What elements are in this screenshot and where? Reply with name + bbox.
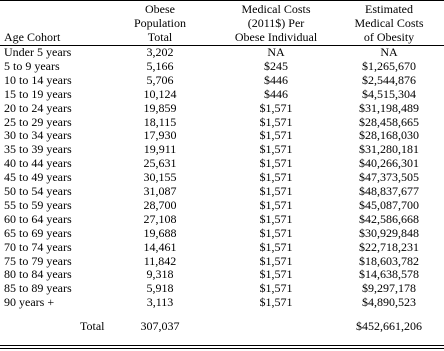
population-cell: 10,124 [143,86,177,101]
estimated-cost-cell: $2,544,876 [362,72,416,87]
estimated-cost-cell: $28,458,665 [359,114,419,129]
cohort-cell: 90 years + [4,295,55,310]
table-row [0,240,444,254]
cohort-cell: 15 to 19 years [4,86,72,101]
total-row [0,319,444,333]
cohort-cell: 55 to 59 years [4,197,72,212]
cost-per-individual-cell: $1,571 [259,184,293,198]
table-row [0,198,444,212]
population-cell: 5,706 [146,72,174,87]
cost-per-individual-cell: $1,571 [259,267,293,282]
population-cell: 3,202 [146,45,174,59]
table-row [0,101,444,115]
table-row [0,212,444,226]
cost-per-individual-cell: $1,571 [259,239,293,254]
cost-per-individual-cell: $1,571 [259,225,293,240]
table-row [0,295,444,309]
bottom-rule-2 [0,348,444,349]
estimated-cost-cell: $4,890,523 [362,295,416,310]
population-cell: 9,318 [146,267,174,282]
cohort-cell: 85 to 89 years [4,281,72,296]
estimated-cost-cell: $47,373,505 [359,170,419,185]
cost-per-individual-cell: $1,571 [259,170,293,185]
estimated-cost-cell: $9,297,178 [362,281,416,296]
estimated-cost-cell: $48,837,677 [359,184,419,198]
header-medical-costs-per-line3: Obese Individual [234,30,318,44]
table-row [0,267,444,281]
cohort-cell: 75 to 79 years [4,253,72,268]
cohort-cell: 40 to 44 years [4,156,72,171]
estimated-cost-cell: $4,515,304 [362,86,416,101]
cost-per-individual-cell: $446 [264,72,288,87]
estimated-cost-cell: $31,198,489 [359,100,419,115]
cost-per-individual-cell: $1,571 [259,281,293,296]
cost-per-individual-cell: $1,571 [259,114,293,129]
estimated-cost-cell: $42,586,668 [359,211,419,226]
bottom-rule-1 [0,345,444,346]
cohort-cell: 70 to 74 years [4,239,72,254]
header-age-cohort: Age Cohort [4,30,61,44]
table-row [0,45,444,59]
cohort-cell: 20 to 24 years [4,100,72,115]
cost-per-individual-cell: $1,571 [259,156,293,171]
population-cell: 27,108 [143,211,177,226]
estimated-cost-cell: NA [380,45,398,59]
population-cell: 3,113 [146,295,174,310]
population-cell: 14,461 [143,239,177,254]
top-rule [0,0,444,1]
header-estimated-costs [334,2,444,44]
table-row [0,254,444,268]
header-medical-costs-per-line1: Medical Costs [241,2,311,16]
table-row [0,142,444,156]
population-cell: 11,842 [143,253,177,268]
header-estimated-costs-line3: of Obesity [363,30,415,44]
cost-per-individual-cell: NA [267,45,285,59]
estimated-cost-cell: $22,718,231 [359,239,419,254]
cohort-cell: 50 to 54 years [4,184,72,198]
estimated-cost-cell: $40,266,301 [359,156,419,171]
population-cell: 17,930 [143,128,177,143]
table-row [0,128,444,142]
estimated-cost-cell: $28,168,030 [359,128,419,143]
table-row [0,170,444,184]
estimated-cost-cell: $1,265,670 [362,58,416,73]
estimated-cost-cell: $18,603,782 [359,253,419,268]
header-obese-population-line3: Total [147,30,173,44]
cohort-cell: 25 to 29 years [4,114,72,129]
population-cell: 5,918 [146,281,174,296]
table-row [0,156,444,170]
table-row [0,226,444,240]
cost-per-individual-cell: $1,571 [259,211,293,226]
cohort-cell: 5 to 9 years [4,58,60,73]
total-population: 307,037 [140,319,180,333]
cohort-cell: Under 5 years [4,45,72,59]
cost-per-individual-cell: $1,571 [259,295,293,310]
population-cell: 19,859 [143,100,177,115]
table-row [0,184,444,198]
cost-per-individual-cell: $446 [264,86,288,101]
cohort-cell: 35 to 39 years [4,142,72,157]
population-cell: 28,700 [143,197,177,212]
cohort-cell: 65 to 69 years [4,225,72,240]
cost-per-individual-cell: $1,571 [259,197,293,212]
table-row [0,73,444,87]
cost-per-individual-cell: $1,571 [259,253,293,268]
header-obese-population [110,2,210,44]
population-cell: 18,115 [143,114,177,129]
population-cell: 5,166 [146,58,174,73]
estimated-cost-cell: $30,929,848 [359,225,419,240]
total-label: Total [80,319,105,333]
cohort-cell: 45 to 49 years [4,170,72,185]
population-cell: 25,631 [143,156,177,171]
header-obese-population-line2: Population [133,16,186,30]
cost-per-individual-cell: $1,571 [259,142,293,157]
header-estimated-costs-line2: Medical Costs [354,16,424,30]
population-cell: 19,911 [143,142,177,157]
cost-per-individual-cell: $1,571 [259,100,293,115]
cohort-cell: 80 to 84 years [4,267,72,282]
table-row [0,59,444,73]
population-cell: 31,087 [143,184,177,198]
estimated-cost-cell: $31,280,181 [359,142,419,157]
cohort-cell: 30 to 34 years [4,128,72,143]
population-cell: 30,155 [143,170,177,185]
estimated-cost-cell: $14,638,578 [359,267,419,282]
cost-per-individual-cell: $1,571 [259,128,293,143]
header-medical-costs-per-line2: (2011$) Per [247,16,305,30]
cohort-cell: 10 to 14 years [4,72,72,87]
table-row [0,87,444,101]
estimated-cost-cell: $45,087,700 [359,197,419,212]
total-cost: $452,661,206 [356,319,422,333]
header-obese-population-line1: Obese [145,2,175,16]
table-row [0,281,444,295]
table-row [0,115,444,129]
cost-per-individual-cell: $245 [264,58,288,73]
population-cell: 19,688 [143,225,177,240]
cohort-cell: 60 to 64 years [4,211,72,226]
header-estimated-costs-line1: Estimated [365,2,413,16]
header-medical-costs-per [218,2,334,44]
